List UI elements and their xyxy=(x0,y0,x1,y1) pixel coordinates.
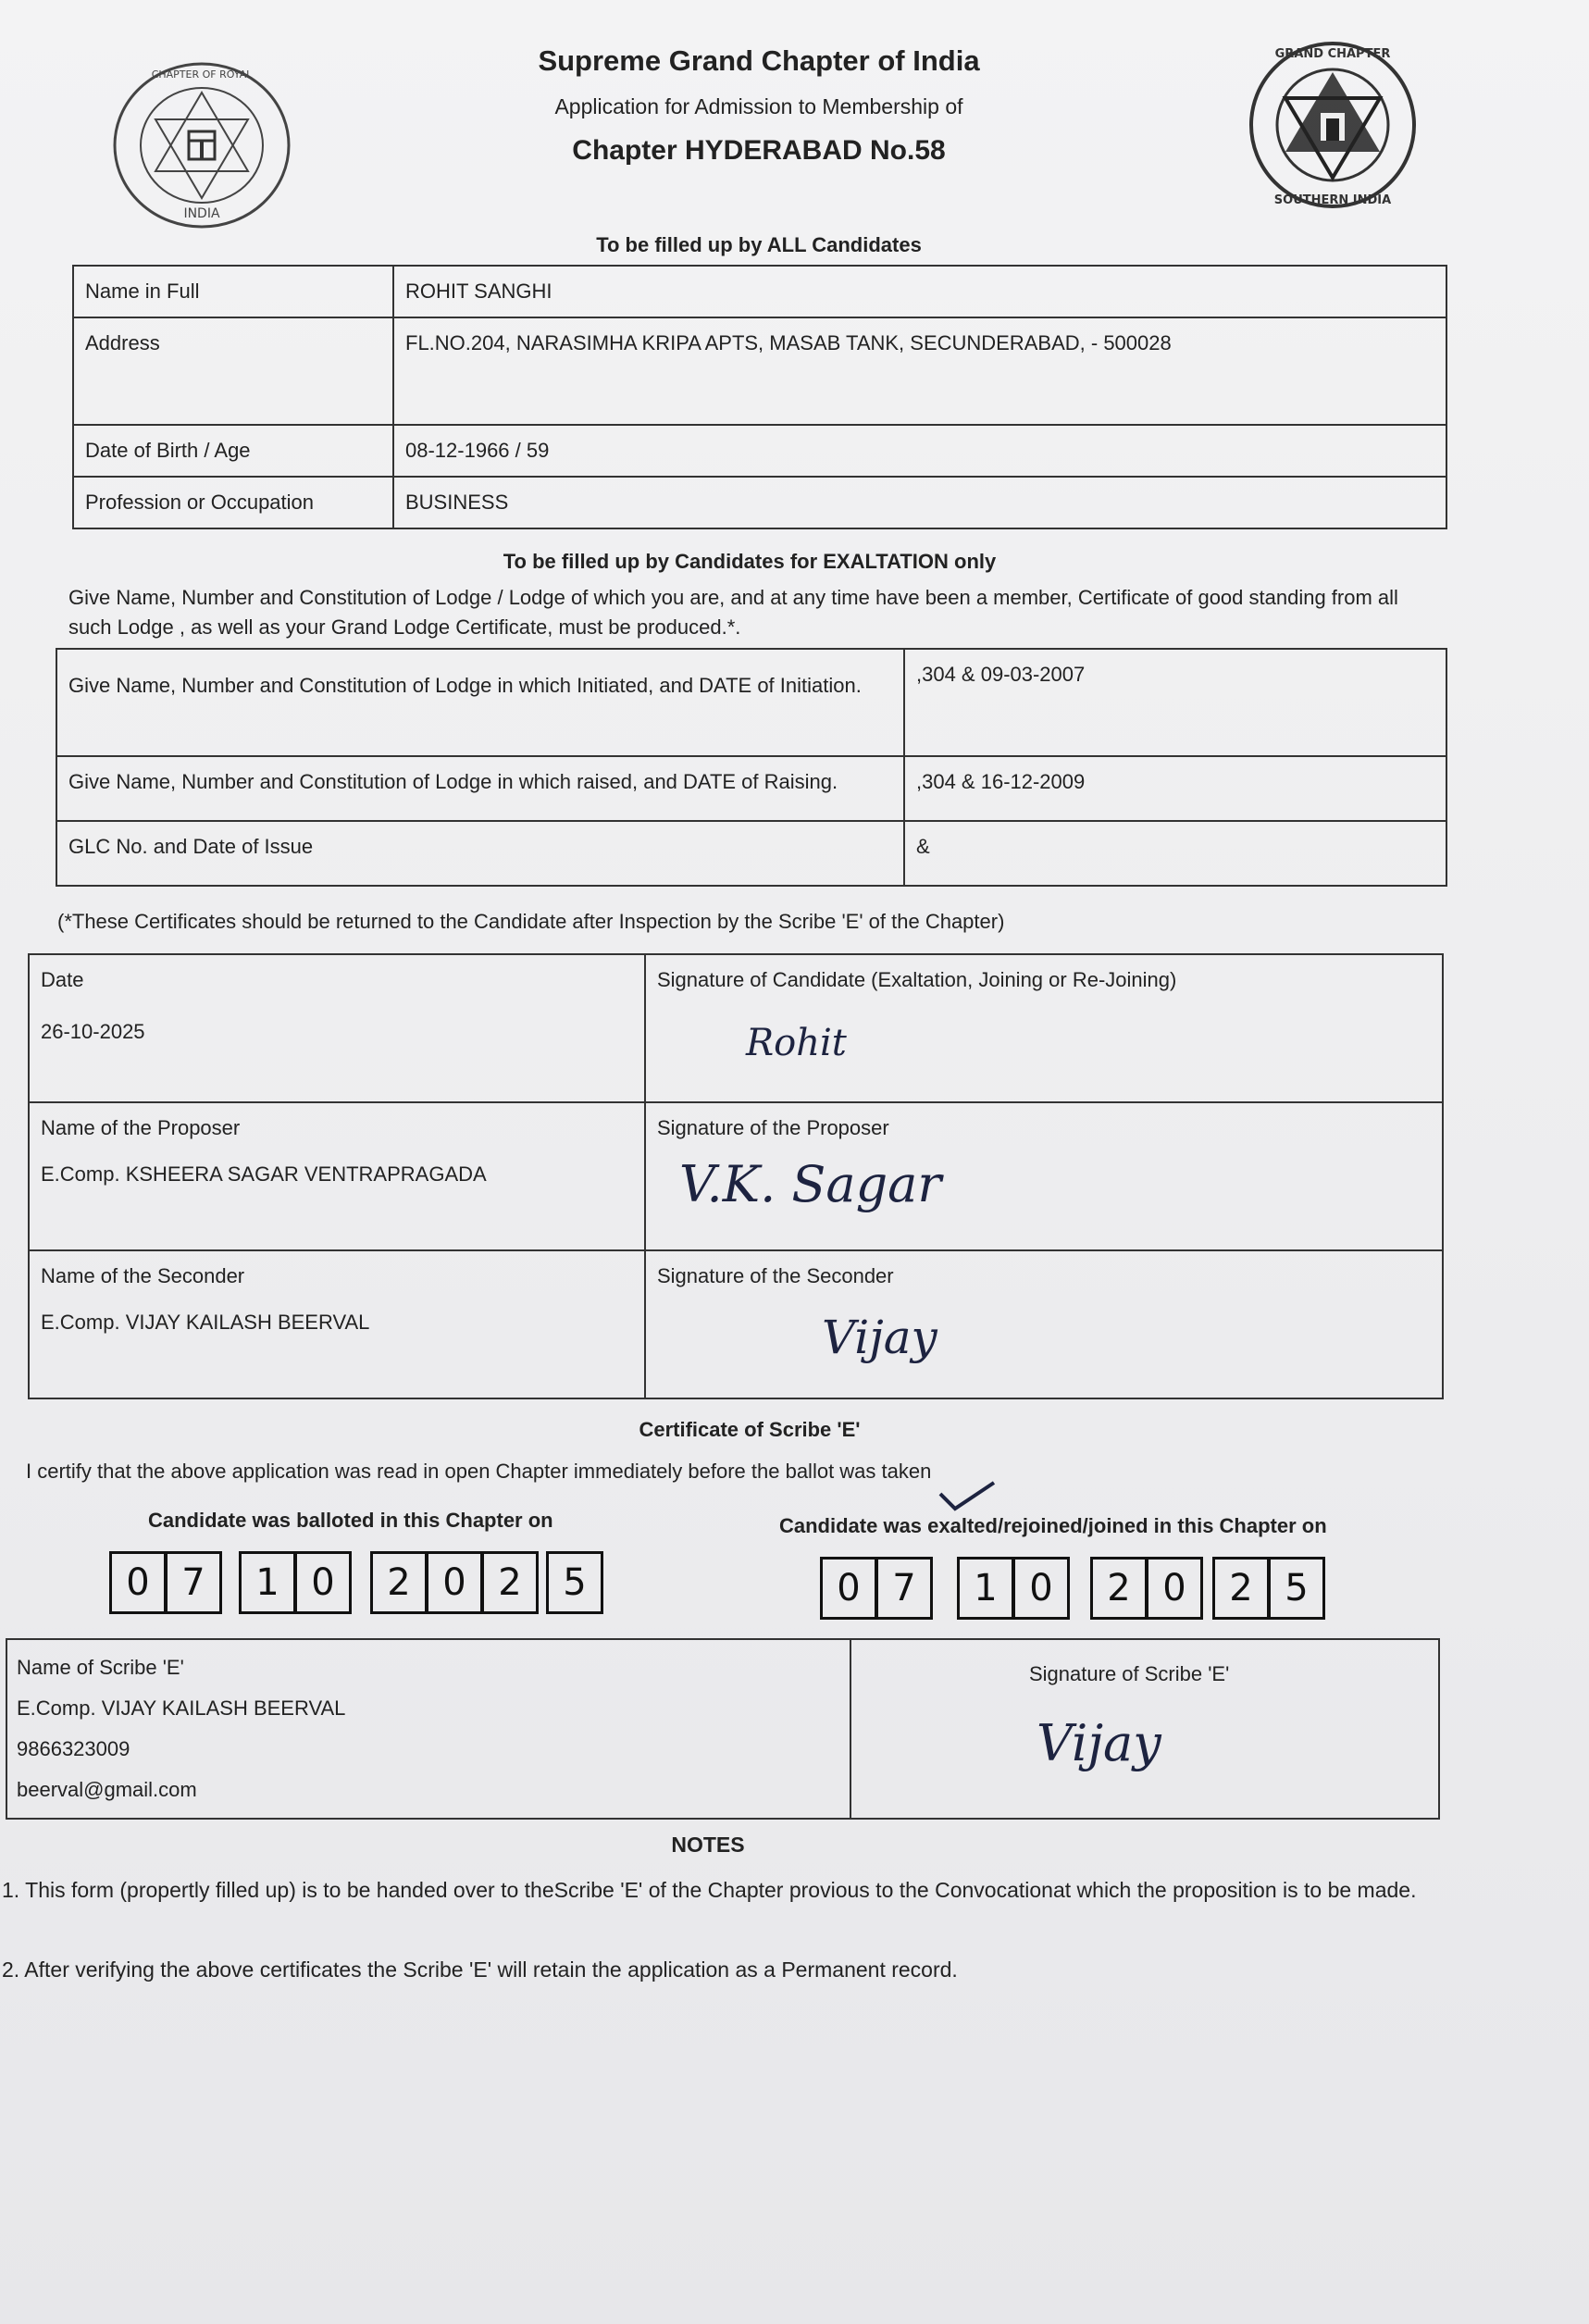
svg-text:GRAND CHAPTER: GRAND CHAPTER xyxy=(1274,47,1391,61)
field-value: 08-12-1966 / 59 xyxy=(393,425,1446,477)
scribe-email: beerval@gmail.com xyxy=(17,1778,197,1801)
field-value: ,304 & 09-03-2007 xyxy=(904,649,1446,756)
field-label: Profession or Occupation xyxy=(73,477,393,528)
field-label: Name in Full xyxy=(73,266,393,317)
table-row xyxy=(73,317,1446,425)
seconder-signature: Vijay xyxy=(822,1311,937,1364)
svg-text:SOUTHERN INDIA: SOUTHERN INDIA xyxy=(1273,193,1392,207)
note-item: 1. This form (propertly filled up) is to be handed over to theScribe 'E' of the Chapter provious to the Convocationat which the proposition is to be made. xyxy=(2,1878,1417,1902)
certificate-statement: I certify that the above application was read in open Chapter immediately before the ballot was taken xyxy=(26,1460,932,1483)
exaltation-instruction: Give Name, Number and Constitution of Lodge / Lodge of which you are, and at any time have been a member, Certificate of good standing from all such Lodge , as well as your Grand Lodge Certificate, must be produced.*. xyxy=(68,586,1398,639)
balloted-digit: 2 xyxy=(370,1551,428,1614)
table-row xyxy=(56,821,1446,886)
scribe-name: E.Comp. VIJAY KAILASH BEERVAL xyxy=(17,1696,346,1720)
field-label: Give Name, Number and Constitution of Lodge in which Initiated, and DATE of Initiation. xyxy=(56,649,904,756)
proposer-name: E.Comp. KSHEERA SAGAR VENTRAPRAGADA xyxy=(41,1162,487,1186)
balloted-digit: 1 xyxy=(239,1551,296,1614)
scribe-signature: Vijay xyxy=(1037,1714,1161,1772)
balloted-digit: 0 xyxy=(109,1551,167,1614)
balloted-digit: 0 xyxy=(426,1551,483,1614)
certificates-footnote: (*These Certificates should be returned to the Candidate after Inspection by the Scribe 'E' of the Chapter) xyxy=(57,910,1005,933)
field-label: Date of Birth / Age xyxy=(73,425,393,477)
scribe-details-cell xyxy=(6,1639,850,1819)
exalted-digit: 2 xyxy=(1090,1557,1148,1620)
certificate-heading: Certificate of Scribe 'E' xyxy=(639,1418,861,1441)
date-cell xyxy=(29,954,645,1102)
table-row xyxy=(29,954,1443,1102)
check-mark-icon xyxy=(935,1477,999,1514)
scribe-label: Name of Scribe 'E' xyxy=(17,1656,184,1679)
table-row xyxy=(73,477,1446,528)
field-value: FL.NO.204, NARASIMHA KRIPA APTS, MASAB TANK, SECUNDERABAD, - 500028 xyxy=(393,317,1446,425)
field-label: GLC No. and Date of Issue xyxy=(56,821,904,886)
note-item: 2. After verifying the above certificates the Scribe 'E' will retain the application as a Permanent record. xyxy=(2,1957,958,1982)
date-label: Date xyxy=(41,968,84,991)
seconder-signature-label: Signature of the Seconder xyxy=(657,1264,894,1287)
exalted-digit: 0 xyxy=(1012,1557,1070,1620)
exalted-digit: 2 xyxy=(1212,1557,1270,1620)
date-value: 26-10-2025 xyxy=(41,1020,145,1043)
page-title: Supreme Grand Chapter of India xyxy=(538,44,980,77)
table-row xyxy=(29,1102,1443,1250)
balloted-digit: 5 xyxy=(546,1551,603,1614)
field-value: ROHIT SANGHI xyxy=(393,266,1446,317)
notes-heading: NOTES xyxy=(671,1833,745,1857)
section-heading-all: To be filled up by ALL Candidates xyxy=(596,233,922,256)
candidate-signature: Rohit xyxy=(746,1022,847,1064)
table-row xyxy=(56,756,1446,821)
table-row xyxy=(73,425,1446,477)
balloted-label: Candidate was balloted in this Chapter on xyxy=(148,1509,553,1532)
seconder-signature-cell xyxy=(645,1250,1443,1398)
field-value: ,304 & 16-12-2009 xyxy=(904,756,1446,821)
chapter-title: Chapter HYDERABAD No.58 xyxy=(572,135,946,166)
svg-text:CHAPTER OF ROYAL: CHAPTER OF ROYAL xyxy=(151,68,253,81)
candidate-signature-cell xyxy=(645,954,1443,1102)
table-row xyxy=(73,266,1446,317)
seconder-name: E.Comp. VIJAY KAILASH BEERVAL xyxy=(41,1311,370,1334)
candidate-signature-label: Signature of Candidate (Exaltation, Joining or Re-Joining) xyxy=(657,968,1177,991)
table-row xyxy=(6,1639,1439,1819)
exalted-label: Candidate was exalted/rejoined/joined in this Chapter on xyxy=(779,1514,1327,1537)
proposer-cell xyxy=(29,1102,645,1250)
table-row xyxy=(29,1250,1443,1398)
exalted-digit: 0 xyxy=(820,1557,877,1620)
balloted-digit: 0 xyxy=(294,1551,352,1614)
field-value: & xyxy=(904,821,1446,886)
scribe-phone: 9866323009 xyxy=(17,1737,130,1760)
candidate-info-table xyxy=(72,265,1447,529)
proposer-signature: V.K. Sagar xyxy=(679,1155,942,1213)
lodge-table xyxy=(56,648,1447,887)
scribe-signature-cell xyxy=(850,1639,1439,1819)
field-value: BUSINESS xyxy=(393,477,1446,528)
scribe-table xyxy=(6,1638,1440,1820)
exalted-digit: 0 xyxy=(1146,1557,1203,1620)
table-row xyxy=(56,649,1446,756)
section-heading-exaltation: To be filled up by Candidates for EXALTATION only xyxy=(503,550,997,573)
proposer-signature-cell xyxy=(645,1102,1443,1250)
exalted-digit: 7 xyxy=(875,1557,933,1620)
signatures-table xyxy=(28,953,1444,1399)
seconder-cell xyxy=(29,1250,645,1398)
field-label: Address xyxy=(73,317,393,425)
balloted-digit: 2 xyxy=(481,1551,539,1614)
proposer-label: Name of the Proposer xyxy=(41,1116,241,1139)
page-subtitle: Application for Admission to Membership of xyxy=(554,94,963,118)
proposer-signature-label: Signature of the Proposer xyxy=(657,1116,889,1139)
scribe-signature-label: Signature of Scribe 'E' xyxy=(1029,1662,1230,1685)
svg-text:INDIA: INDIA xyxy=(183,206,220,221)
field-label: Give Name, Number and Constitution of Lodge in which raised, and DATE of Raising. xyxy=(56,756,904,821)
seconder-label: Name of the Seconder xyxy=(41,1264,245,1287)
exalted-digit: 5 xyxy=(1268,1557,1325,1620)
balloted-digit: 7 xyxy=(165,1551,222,1614)
exalted-digit: 1 xyxy=(957,1557,1014,1620)
